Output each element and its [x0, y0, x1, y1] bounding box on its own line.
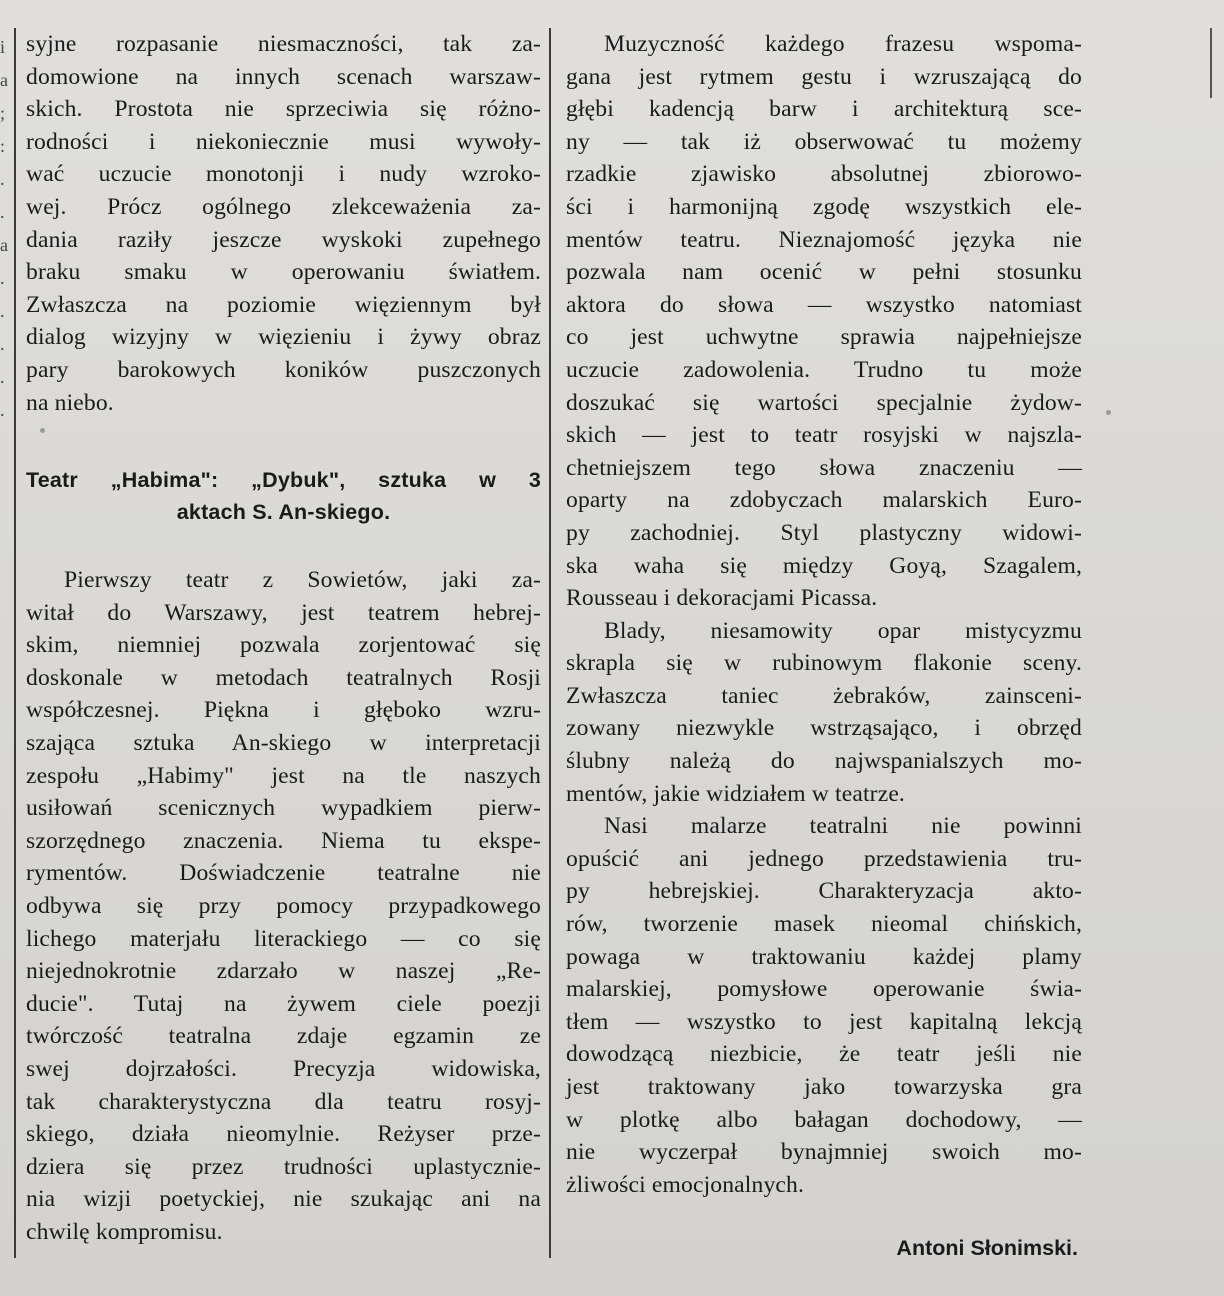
text-line: ści i harmonijną zgodę wszystkich ele- — [566, 193, 1082, 220]
text-line: dialog wizyjny w więzieniu i żywy obraz — [26, 324, 541, 351]
text-line: rów, tworzenie masek nieomal chińskich, — [566, 911, 1082, 938]
text-line: chetniejszem tego słowa znaczeniu — — [566, 454, 1082, 481]
margin-mark: . — [0, 268, 5, 288]
article-heading-line-2: aktach S. An-skiego. — [176, 500, 391, 524]
right-column-text — [566, 28, 1082, 1201]
text-line: współczesnej. Piękna i głęboko wzru- — [26, 697, 541, 724]
author-signature: Antoni Słonimski. — [896, 1236, 1078, 1260]
text-line: jest traktowany jako towarzyska gra — [566, 1074, 1082, 1100]
text-line: doszukać się wartości specjalnie żydow- — [566, 389, 1082, 416]
text-line: żliwości emocjonalnych. — [566, 1171, 805, 1198]
text-line: Pierwszy teatr z Sowietów, jaki za- — [64, 567, 541, 593]
margin-mark: . — [0, 169, 5, 189]
left-margin-rule — [14, 28, 16, 1258]
text-line: na niebo. — [26, 389, 114, 416]
text-line: py hebrejskiej. Charakteryzacja akto- — [566, 878, 1082, 905]
text-line: głębi kadencją barw i architekturą sce- — [566, 96, 1082, 123]
stray-dot — [40, 428, 45, 433]
text-line: rodności i niekoniecznie musi wywoły- — [26, 128, 541, 155]
left-column-paragraph-2 — [26, 564, 541, 1248]
text-line: nia wizji poetyckiej, nie szukając ani na — [26, 1186, 541, 1213]
margin-mark: . — [0, 400, 5, 420]
margin-mark: . — [0, 334, 5, 354]
text-line: py zachodniej. Styl plastyczny widowi- — [566, 519, 1082, 546]
text-line: ny — tak iż obserwować tu możemy — [566, 128, 1082, 155]
text-line: mentów, jakie widziałem w teatrze. — [566, 780, 905, 807]
text-line: usiłowań scenicznych wypadkiem pierw- — [26, 795, 541, 822]
margin-mark: a — [0, 70, 8, 90]
text-line: gana jest rytmem gestu i wzruszającą do — [566, 63, 1082, 90]
text-line: uczucie zadowolenia. Trudno tu może — [566, 356, 1082, 383]
margin-mark: a — [0, 235, 8, 255]
text-line: wej. Prócz ogólnego zlekceważenia za- — [26, 193, 541, 220]
text-line: pozwala nam ocenić w pełni stosunku — [566, 259, 1082, 286]
text-line: aktora do słowa — wszystko natomiast — [566, 291, 1082, 318]
text-line: swej dojrzałości. Precyzja widowiska, — [26, 1055, 541, 1082]
text-line: chwilę kompromisu. — [26, 1218, 223, 1245]
text-line: odbywa się przy pomocy przypadkowego — [26, 892, 541, 919]
text-line: powaga w traktowaniu każdej plamy — [566, 943, 1082, 970]
text-line: lichego materjału literackiego — co się — [26, 925, 541, 952]
text-line: dania raziły jeszcze wyskoki zupełnego — [26, 226, 541, 253]
article-heading-line-1: Teatr „Habima": „Dybuk", sztuka w 3 — [26, 468, 541, 492]
text-line: domowione na innych scenach warszaw- — [26, 63, 541, 90]
text-line: malarskiej, pomysłowe operowanie świa- — [566, 976, 1082, 1003]
stray-dot-right — [1106, 410, 1111, 415]
margin-mark: . — [0, 367, 5, 387]
text-line: rymentów. Doświadczenie teatralne nie — [26, 860, 541, 887]
text-line: Zwłaszcza taniec żebraków, zainsceni- — [566, 682, 1082, 709]
text-line: zespołu „Habimy" jest na tle naszych — [26, 762, 541, 789]
text-line: skich. Prostota nie sprzeciwia się różno- — [26, 96, 541, 123]
column-divider-rule — [549, 28, 551, 1258]
text-line: Zwłaszcza na poziomie więziennym był — [26, 291, 541, 318]
text-line: co jest uchwytne sprawia najpełniejsze — [566, 324, 1082, 351]
text-line: syjne rozpasanie niesmaczności, tak za- — [26, 31, 541, 57]
text-line: zowany niezwykle wstrząsająco, i obrzęd — [566, 715, 1082, 742]
text-line: dziera się przez trudności uplastycznie- — [26, 1153, 541, 1180]
text-line: opuścić ani jednego przedstawienia tru- — [566, 845, 1082, 872]
left-column-paragraph-1 — [26, 28, 541, 419]
text-line: wać uczucie monotonji i nudy wzroko- — [26, 161, 541, 188]
text-line: pary barokowych koników puszczonych — [26, 356, 541, 383]
text-line: Nasi malarze teatralni nie powinni — [604, 813, 1082, 840]
text-line: braku smaku w operowaniu światłem. — [26, 259, 541, 286]
text-line: doskonale w metodach teatralnych Rosji — [26, 664, 541, 691]
text-line: ślubny należą do najwspanialszych mo- — [566, 748, 1082, 775]
text-line: tłem — wszystko to jest kapitalną lekcją — [566, 1008, 1082, 1035]
text-line: skiego, działa nieomylnie. Reżyser prze- — [26, 1121, 541, 1148]
margin-mark: : — [0, 136, 6, 156]
margin-mark: . — [0, 301, 5, 321]
text-line: twórczość teatralna zdaje egzamin ze — [26, 1023, 541, 1050]
text-line: Muzyczność każdego frazesu wspoma- — [604, 31, 1082, 57]
margin-mark: i — [0, 37, 6, 57]
text-line: witał do Warszawy, jest teatrem hebrej- — [26, 599, 541, 626]
text-line: szorzędnego znaczenia. Niema tu ekspe- — [26, 827, 541, 854]
text-line: dowodzącą niezbicie, że teatr jeśli nie — [566, 1041, 1082, 1068]
margin-mark: ; — [0, 103, 6, 123]
text-line: oparty na zdobyczach malarskich Euro- — [566, 487, 1082, 514]
text-line: w plotkę albo bałagan dochodowy, — — [566, 1106, 1082, 1133]
text-line: nie wyczerpał bynajmniej swoich mo- — [566, 1139, 1082, 1166]
text-line: skich — jest to teatr rosyjski w najszla- — [566, 422, 1082, 449]
text-line: rzadkie zjawisko absolutnej zbiorowo- — [566, 161, 1082, 188]
text-line: ducie". Tutaj na żywem ciele poezji — [26, 990, 541, 1017]
text-line: niejednokrotnie zdarzało w naszej „Re- — [26, 958, 541, 985]
right-edge-rule — [1210, 28, 1212, 98]
margin-mark: . — [0, 202, 5, 222]
text-line: tak charakterystyczna dla teatru rosyj- — [26, 1088, 541, 1115]
text-line: mentów teatru. Nieznajomość języka nie — [566, 226, 1082, 253]
text-line: szająca sztuka An-skiego w interpretacji — [26, 729, 541, 756]
text-line: skrapla się w rubinowym flakonie sceny. — [566, 650, 1082, 677]
text-line: ska waha się między Goyą, Szagalem, — [566, 552, 1082, 579]
text-line: Rousseau i dekoracjami Picassa. — [566, 585, 878, 612]
text-line: Blady, niesamowity opar mistycyzmu — [604, 617, 1082, 644]
text-line: skim, niemniej pozwala zorjentować się — [26, 632, 541, 659]
